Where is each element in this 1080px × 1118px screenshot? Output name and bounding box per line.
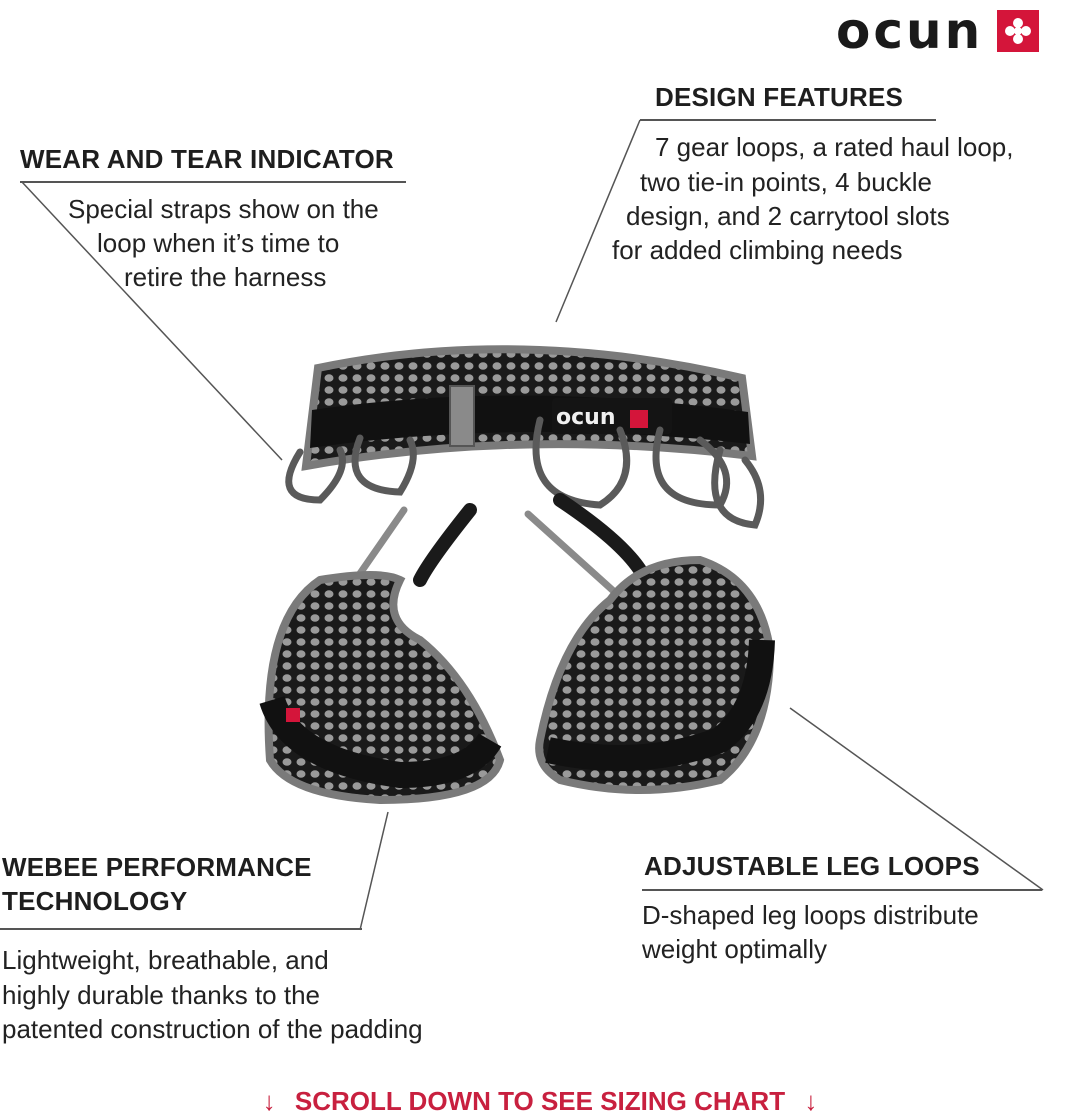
belt-logo: ocun [556, 405, 616, 430]
design-line-3: design, and 2 carrytool slots [626, 201, 950, 231]
webee-underline [0, 928, 362, 930]
design-line-1: 7 gear loops, a rated haul loop, [655, 132, 1014, 162]
legs-heading: ADJUSTABLE LEG LOOPS [644, 851, 980, 881]
design-line-2: two tie-in points, 4 buckle [640, 167, 932, 197]
wear-line-1: Special straps show on the [68, 194, 379, 224]
design-line-4: for added climbing needs [612, 235, 903, 265]
wear-leader-line [22, 182, 282, 460]
legs-line-1: D-shaped leg loops distribute [642, 900, 979, 930]
webee-heading-2: TECHNOLOGY [2, 886, 188, 916]
haul-loop [450, 386, 474, 446]
design-leader-line [556, 120, 640, 322]
webee-line-3: patented construction of the padding [2, 1014, 423, 1044]
legs-line-2: weight optimally [642, 934, 827, 964]
belt-logo-mark [630, 410, 648, 428]
webee-heading-1: WEBEE PERFORMANCE [2, 852, 312, 882]
design-features-heading: DESIGN FEATURES [655, 82, 904, 112]
wear-line-2: loop when it’s time to [97, 228, 340, 258]
brand-wordmark: ocun [836, 2, 984, 60]
down-arrow-icon: ↓ [262, 1086, 276, 1116]
left-leg-mark [286, 708, 300, 722]
wear-line-3: retire the harness [124, 262, 327, 292]
wear-heading: WEAR AND TEAR INDICATOR [20, 144, 394, 174]
scroll-hint[interactable] [0, 1084, 1080, 1118]
webee-line-1: Lightweight, breathable, and [2, 945, 329, 975]
webee-leader-line [360, 812, 388, 930]
scroll-hint-text: SCROLL DOWN TO SEE SIZING CHART [294, 1086, 786, 1116]
down-arrow-icon: ↓ [804, 1086, 818, 1116]
legs-underline [642, 889, 1042, 891]
webee-line-2: highly durable thanks to the [2, 980, 320, 1010]
